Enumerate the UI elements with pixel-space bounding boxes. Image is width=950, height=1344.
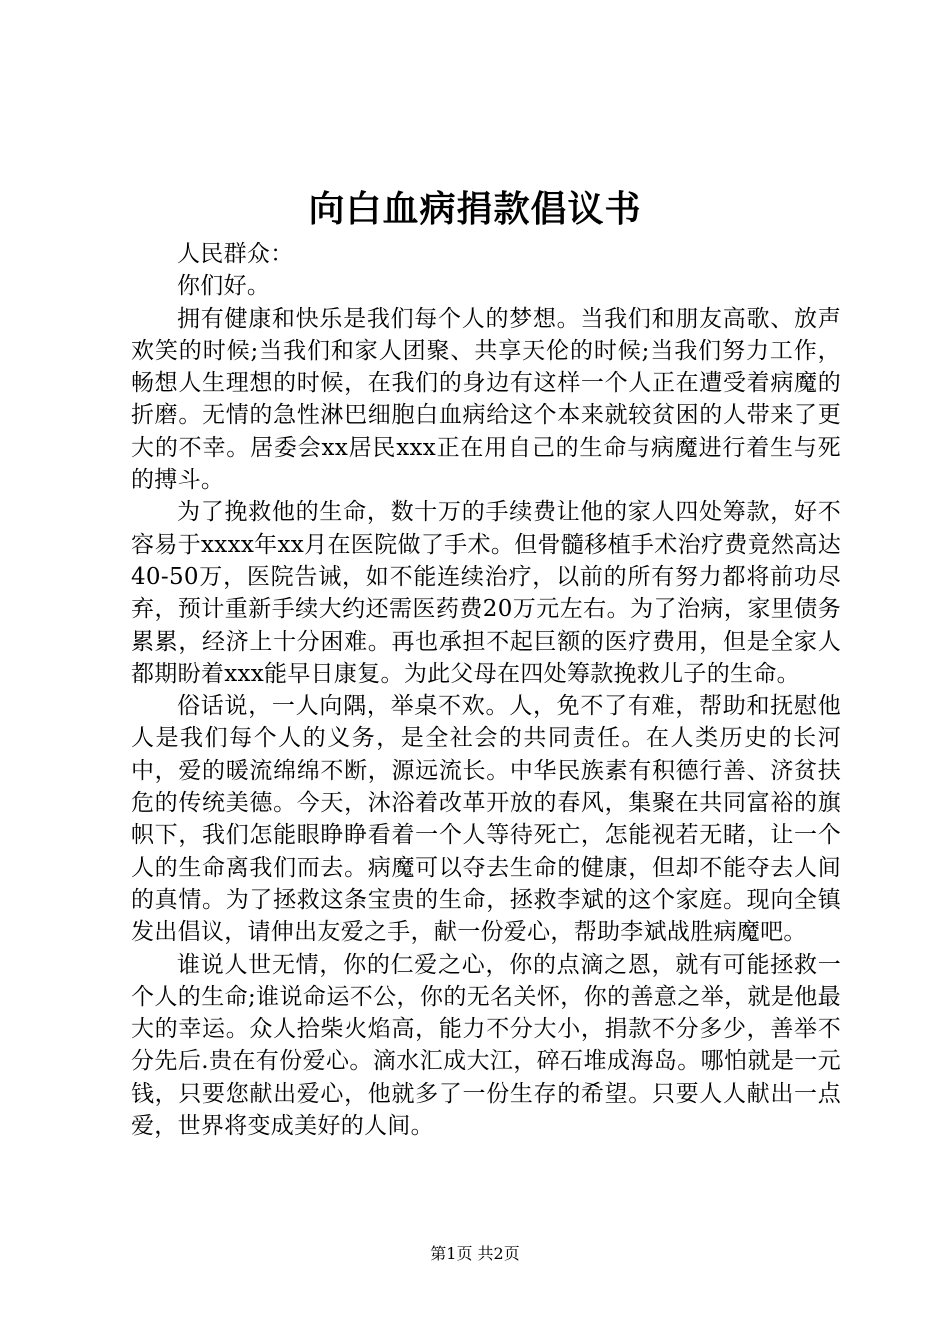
paragraph-1: 拥有健康和快乐是我们每个人的梦想。当我们和朋友高歌、放声欢笑的时候;当我们和家人团聚、共享天伦的时候;当我们努力工作，畅想人生理想的时候，在我们的身边有这样一个人正在遭受着病魔的折磨。无情的急性淋巴细胞白血病给这个本来就较贫困的人带来了更大的不幸。居委会xx居民xxx正在用自己的生命与病魔进行着生与死的搏斗。 xyxy=(131,305,841,494)
greeting: 你们好。 xyxy=(177,273,271,300)
paragraph-4: 谁说人世无情，你的仁爱之心，你的点滴之恩，就有可能拯救一个人的生命;谁说命运不公，你的无名关怀，你的善意之举，就是他最大的幸运。众人拾柴火焰高，能力不分大小，捐款不分多少，善举不分先后.贵在有份爱心。滴水汇成大江，碎石堆成海岛。哪怕就是一元钱，只要您献出爱心，他就多了一份生存的希望。只要人人献出一点爱，世界将变成美好的人间。 xyxy=(131,951,841,1140)
salutation: 人民群众： xyxy=(177,241,294,267)
page-footer: 第1页 共2页 xyxy=(430,1244,520,1263)
document-body xyxy=(131,238,841,1142)
paragraph-2: 为了挽救他的生命，数十万的手续费让他的家人四处筹款，好不容易于xxxx年xx月在医院做了手术。但骨髓移植手术治疗费竟然高达40-50万，医院告诫，如不能连续治疗，以前的所有努力都将前功尽弃，预计重新手续大约还需医药费20万元左右。为了治病，家里债务累累，经济上十分困难。再也承担不起巨额的医疗费用，但是全家人都期盼着xxx能早日康复。为此父母在四处筹款挽救儿子的生命。 xyxy=(131,499,841,687)
paragraph-3: 俗话说，一人向隅，举桌不欢。人，免不了有难，帮助和抚慰他人是我们每个人的义务，是全社会的共同责任。在人类历史的长河中，爱的暖流绵绵不断，源远流长。中华民族素有积德行善、济贫扶危的传统美德。今天，沐浴着改革开放的春风，集聚在共同富裕的旗帜下，我们怎能眼睁睁看着一个人等待死亡，怎能视若无睹，让一个人的生命离我们而去。病魔可以夺去生命的健康，但却不能夺去人间的真情。为了拯救这条宝贵的生命，拯救李斌的这个家庭。现向全镇发出倡议，请伸出友爱之手，献一份爱心，帮助李斌战胜病魔吧。 xyxy=(131,693,841,946)
document-title: 向白血病捐款倡议书 xyxy=(308,189,642,230)
